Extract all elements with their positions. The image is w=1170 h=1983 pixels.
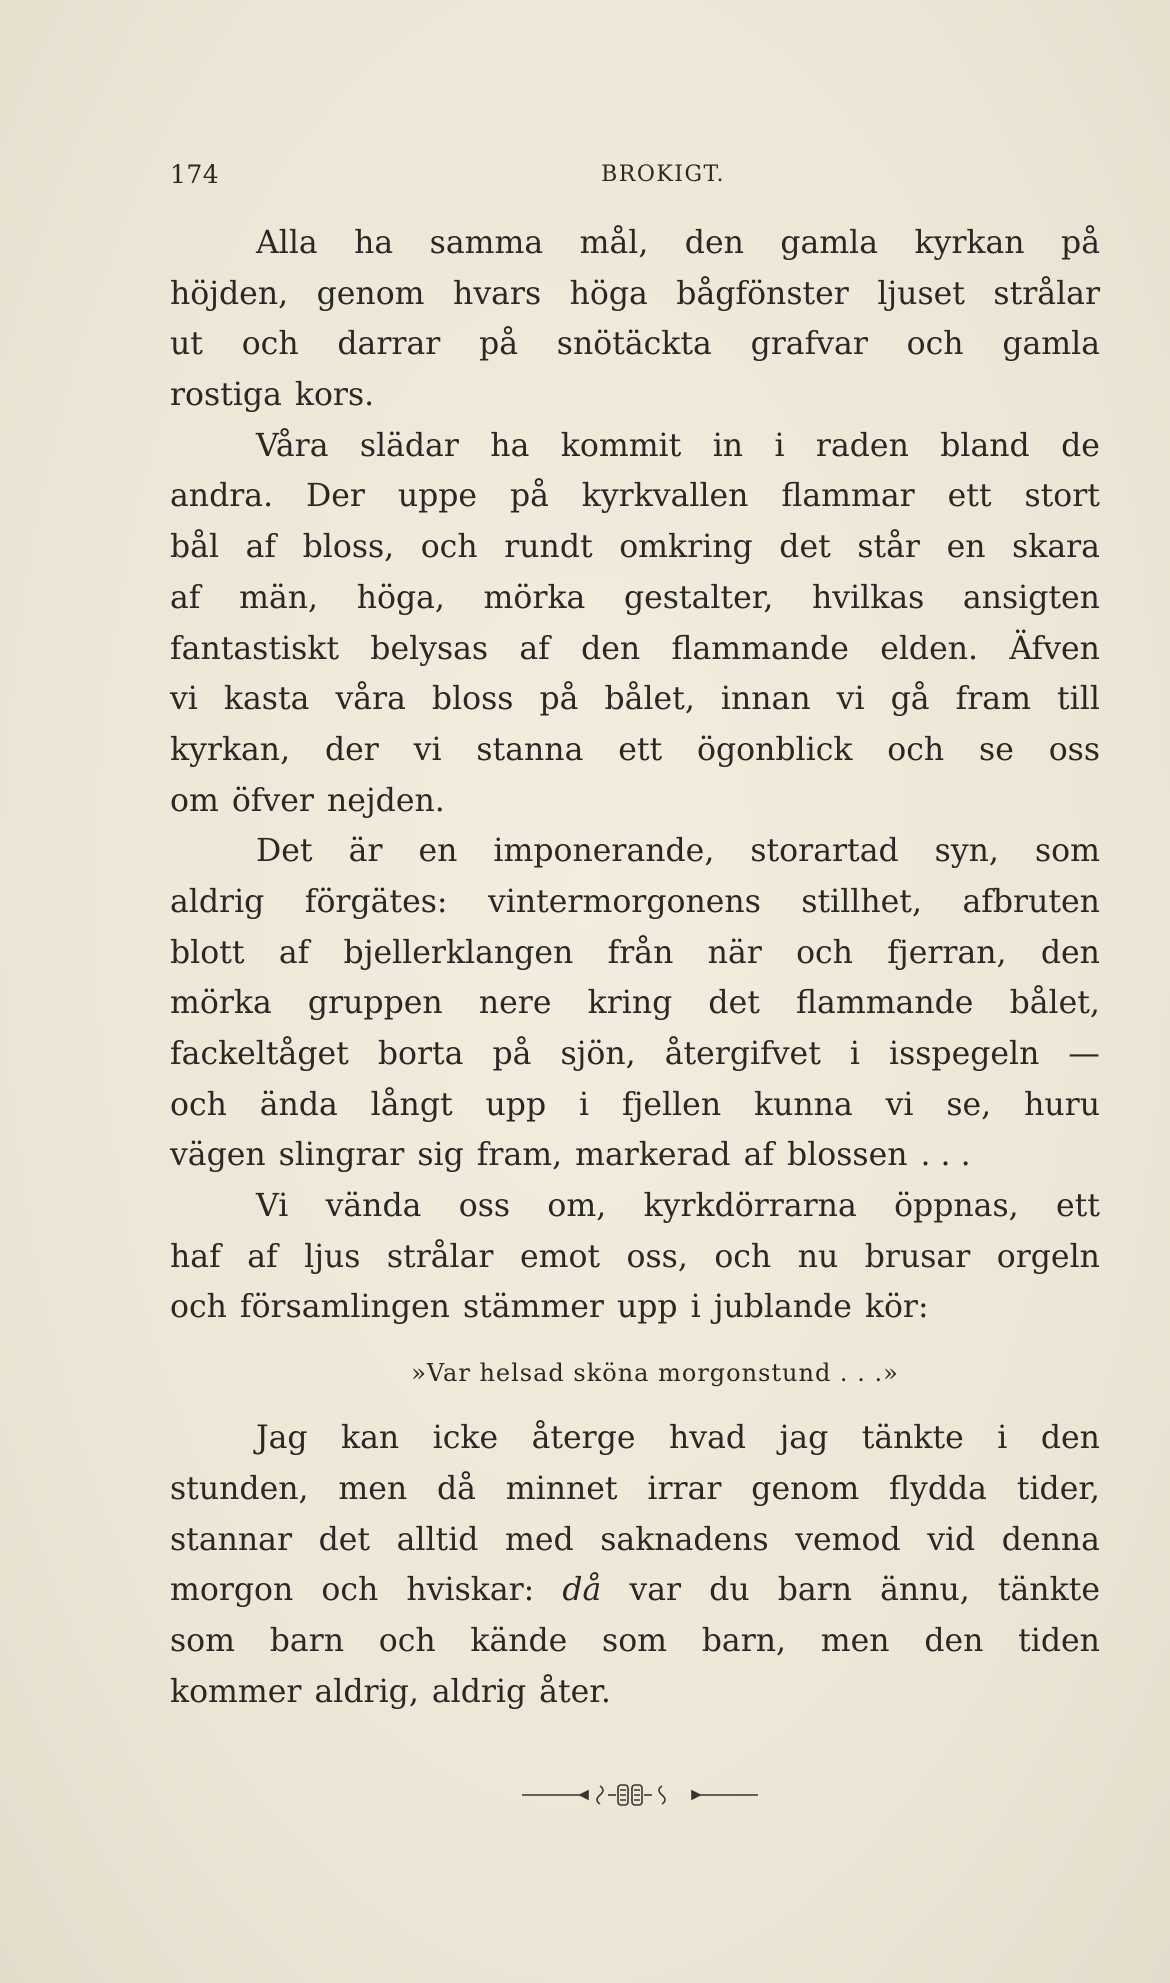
word: en xyxy=(418,833,458,870)
word: kyrkan, xyxy=(170,731,291,768)
word: fjerran, xyxy=(887,934,1007,971)
word: men xyxy=(820,1622,890,1659)
paragraph xyxy=(170,1181,1100,1333)
word: irrar xyxy=(647,1470,722,1507)
word: icke xyxy=(432,1420,499,1457)
word: rundt xyxy=(504,529,593,566)
word: var xyxy=(629,1572,682,1609)
word: kasta xyxy=(223,681,310,718)
word: innan xyxy=(720,681,811,718)
word: nejden. xyxy=(326,782,445,819)
word: markerad xyxy=(575,1137,731,1174)
word: huru xyxy=(1024,1086,1100,1123)
word: om xyxy=(170,782,219,819)
text-line xyxy=(170,522,1100,573)
word: barn xyxy=(269,1622,345,1659)
word: tänkte xyxy=(997,1572,1100,1609)
word: kände xyxy=(470,1622,568,1659)
text-line xyxy=(170,1667,1100,1718)
word: med xyxy=(505,1521,574,1558)
word: som xyxy=(170,1622,235,1659)
word: gamla xyxy=(1002,326,1100,363)
word: men xyxy=(338,1470,408,1507)
word: vi xyxy=(413,731,442,768)
word: af xyxy=(245,529,277,566)
word: höjden, xyxy=(170,275,289,312)
text-line xyxy=(170,218,1100,269)
word: och xyxy=(170,1289,227,1326)
word: Våra xyxy=(256,427,329,464)
word: slädar xyxy=(359,427,459,464)
word: kors. xyxy=(294,377,375,414)
word: den xyxy=(924,1622,984,1659)
word: på xyxy=(492,1036,532,1072)
word: kommit xyxy=(560,427,682,464)
word: och xyxy=(378,1622,436,1659)
word: gruppen xyxy=(307,985,443,1022)
word: darrar xyxy=(337,326,441,363)
word: bland xyxy=(940,427,1030,464)
word: åter. xyxy=(539,1673,611,1710)
word: strålar xyxy=(993,275,1100,312)
text-line xyxy=(170,1616,1100,1667)
word: flammande xyxy=(671,630,849,667)
word: vända xyxy=(325,1188,422,1225)
text-line xyxy=(170,1464,1100,1515)
word: och xyxy=(796,934,853,971)
word: borta xyxy=(377,1036,464,1072)
word: grafvar xyxy=(750,326,868,363)
word: elden. xyxy=(880,630,979,667)
word: Alla xyxy=(256,225,318,261)
word: oss xyxy=(458,1188,511,1225)
text-line xyxy=(170,624,1100,675)
word: nu xyxy=(797,1238,839,1275)
word: slingrar xyxy=(278,1137,405,1174)
word: återge xyxy=(531,1420,636,1457)
word: gå xyxy=(890,681,930,718)
word: ha xyxy=(490,427,530,464)
word: samma xyxy=(429,225,544,261)
word: ansigten xyxy=(962,579,1100,616)
word: från xyxy=(607,934,674,971)
text-line xyxy=(170,269,1100,320)
word: flammande xyxy=(796,985,974,1022)
paragraph xyxy=(170,218,1100,421)
word: fjellen xyxy=(621,1086,722,1123)
word: hvad xyxy=(669,1420,747,1457)
word: upp xyxy=(616,1289,678,1326)
word: vägen xyxy=(170,1137,266,1174)
word: andra. xyxy=(170,478,274,515)
word: snötäckta xyxy=(556,326,712,363)
word: hvilkas xyxy=(812,579,925,616)
word: rostiga xyxy=(170,377,282,414)
word: in xyxy=(712,427,744,464)
word: sjön, xyxy=(560,1036,636,1072)
page-number: 174 xyxy=(170,160,220,189)
word: vemod xyxy=(795,1521,901,1558)
word: afbruten xyxy=(962,883,1100,920)
word: omkring xyxy=(619,529,753,566)
word: belysas xyxy=(370,630,489,667)
word: genom xyxy=(751,1470,860,1507)
word: emot xyxy=(519,1238,601,1275)
word: höga xyxy=(569,275,648,312)
text-line xyxy=(170,573,1100,624)
word: på xyxy=(539,681,579,718)
word: och xyxy=(321,1572,379,1609)
word: mörka xyxy=(170,985,272,1022)
text-line xyxy=(170,978,1100,1029)
word: kyrkdörrarna xyxy=(643,1188,857,1225)
word: den xyxy=(1040,934,1100,971)
text-line xyxy=(170,776,1100,827)
word: af xyxy=(170,579,201,616)
word: det xyxy=(318,1521,371,1558)
word: i xyxy=(997,1420,1008,1457)
word: . . . xyxy=(920,1137,971,1174)
word: kyrkvallen xyxy=(581,478,749,515)
word: kör: xyxy=(864,1289,929,1326)
word: flydda xyxy=(889,1470,987,1507)
word: alltid xyxy=(396,1521,479,1558)
text-line xyxy=(170,725,1100,776)
word: i xyxy=(849,1036,860,1072)
word: blott xyxy=(170,934,245,971)
word: i xyxy=(579,1086,590,1123)
word: ljus xyxy=(304,1238,361,1275)
word: när xyxy=(707,934,762,971)
word: vi xyxy=(885,1086,914,1123)
word: höga, xyxy=(356,579,445,616)
word: på xyxy=(479,326,519,363)
word: ut xyxy=(170,326,203,363)
word: se xyxy=(979,731,1014,768)
body-text xyxy=(170,218,1100,1717)
word: och xyxy=(170,1086,227,1123)
word: aldrig xyxy=(170,883,265,920)
word: bålet, xyxy=(1009,985,1100,1022)
word: är xyxy=(348,833,383,870)
word: jag xyxy=(779,1420,829,1457)
word: ha xyxy=(354,225,394,261)
word: kyrkan xyxy=(914,225,1025,261)
word: kring xyxy=(587,985,673,1022)
word: ett xyxy=(618,731,663,768)
word: stort xyxy=(1024,478,1100,515)
word: oss, xyxy=(626,1238,688,1275)
word: en xyxy=(946,529,986,566)
word: haf xyxy=(170,1238,221,1275)
word: stämmer xyxy=(462,1289,604,1326)
word: och xyxy=(906,326,964,363)
word: — xyxy=(1068,1036,1100,1072)
word: der xyxy=(324,731,379,768)
word: raden xyxy=(815,427,909,464)
word: du xyxy=(709,1572,750,1609)
word: Äfven xyxy=(1009,630,1100,667)
text-line xyxy=(170,1130,1100,1181)
word: bålet, xyxy=(604,681,695,718)
word: ända xyxy=(259,1086,338,1123)
word: bågfönster xyxy=(676,275,849,312)
word: då xyxy=(436,1470,476,1507)
final-paragraph xyxy=(170,1413,1100,1717)
word: af xyxy=(519,630,550,667)
word: upp xyxy=(485,1086,547,1123)
paragraph xyxy=(170,421,1100,827)
word: återgifvet xyxy=(664,1036,821,1072)
quoted-hymn-line: »Var helsad sköna morgonstund . . .» xyxy=(411,1359,899,1388)
word: ett xyxy=(947,478,992,515)
word: fram xyxy=(955,681,1031,718)
word: imponerande, xyxy=(493,833,715,870)
word: vid xyxy=(927,1521,976,1558)
word: aldrig xyxy=(431,1673,527,1710)
text-line xyxy=(170,1232,1100,1283)
vignette-ornament-icon xyxy=(520,1780,760,1810)
word: församlingen xyxy=(239,1289,450,1326)
word: öppnas, xyxy=(894,1188,1019,1225)
word: den xyxy=(684,225,744,261)
word: och xyxy=(887,731,945,768)
word: i xyxy=(690,1289,701,1326)
word: jublande xyxy=(713,1289,852,1326)
word: i xyxy=(774,427,785,464)
word: tiden xyxy=(1018,1622,1100,1659)
word: förgätes: xyxy=(304,883,448,920)
word: fackeltåget xyxy=(170,1036,349,1072)
word: nere xyxy=(478,985,552,1022)
word: gamla xyxy=(780,225,879,261)
word: det xyxy=(708,985,760,1022)
word: våra xyxy=(335,681,406,718)
word: Det xyxy=(256,833,313,870)
word: orgeln xyxy=(996,1238,1100,1275)
word: kommer xyxy=(170,1673,302,1710)
word: barn xyxy=(777,1572,852,1609)
word: de xyxy=(1061,427,1100,464)
word: oss xyxy=(1048,731,1100,768)
text-line xyxy=(170,370,1100,421)
word: stanna xyxy=(476,731,584,768)
word: som xyxy=(602,1622,668,1659)
word: öfver xyxy=(231,782,314,819)
word: långt xyxy=(370,1086,453,1123)
word: ögonblick xyxy=(697,731,853,768)
word: kan xyxy=(341,1420,400,1457)
text-line xyxy=(170,674,1100,725)
word: stannar xyxy=(170,1521,293,1558)
paragraph xyxy=(170,826,1100,1181)
text-line xyxy=(170,928,1100,979)
word: ljuset xyxy=(877,275,965,312)
text-line xyxy=(170,877,1100,928)
word: brusar xyxy=(864,1238,971,1275)
word: stillhet, xyxy=(801,883,922,920)
word: står xyxy=(857,529,920,566)
text-line xyxy=(170,1413,1100,1464)
text-line xyxy=(170,1029,1100,1080)
text-line xyxy=(170,1515,1100,1566)
word: hvars xyxy=(453,275,542,312)
text-line xyxy=(170,319,1100,370)
word: se, xyxy=(946,1086,992,1123)
word: tänkte xyxy=(861,1420,964,1457)
word: stunden, xyxy=(170,1470,309,1507)
word: på xyxy=(1061,225,1100,261)
word: det xyxy=(779,529,831,566)
word: vi xyxy=(836,681,865,718)
text-line xyxy=(170,1565,1100,1616)
word: skara xyxy=(1012,529,1100,566)
word: bloss, xyxy=(302,529,395,566)
word: genom xyxy=(316,275,425,312)
word: sig xyxy=(417,1137,464,1174)
word: denna xyxy=(1001,1521,1100,1558)
word: gestalter, xyxy=(623,579,774,616)
word: storartad xyxy=(750,833,899,870)
word: af xyxy=(278,934,310,971)
text-line xyxy=(170,1181,1100,1232)
word: tider, xyxy=(1016,1470,1100,1507)
word: isspegeln xyxy=(889,1036,1040,1072)
word: strålar xyxy=(386,1238,494,1275)
word: bål xyxy=(170,529,220,566)
word: bloss xyxy=(431,681,514,718)
word: aldrig, xyxy=(314,1673,419,1710)
word: fantastiskt xyxy=(170,630,339,667)
word: af xyxy=(743,1137,775,1174)
word: män, xyxy=(239,579,319,616)
word: Vi xyxy=(256,1188,289,1225)
word: barn, xyxy=(701,1622,787,1659)
word: minnet xyxy=(505,1470,618,1507)
word: mål, xyxy=(579,225,649,261)
word: om, xyxy=(547,1188,607,1225)
word: på xyxy=(509,478,549,515)
word: till xyxy=(1057,681,1100,718)
word: mörka xyxy=(483,579,586,616)
word: ännu, xyxy=(880,1572,970,1609)
text-line xyxy=(170,471,1100,522)
text-line xyxy=(170,1282,1100,1333)
word: vi xyxy=(170,681,198,718)
word: då xyxy=(562,1572,602,1609)
text-line xyxy=(170,1080,1100,1131)
word: och xyxy=(714,1238,772,1275)
word: blossen xyxy=(787,1137,908,1174)
word: af xyxy=(247,1238,278,1275)
word: och xyxy=(241,326,299,363)
running-title: BROKIGT. xyxy=(601,162,725,187)
word: den xyxy=(1040,1420,1100,1457)
word: Jag xyxy=(256,1420,308,1457)
word: vintermorgonens xyxy=(487,883,761,920)
word: ett xyxy=(1055,1188,1100,1225)
word: och xyxy=(420,529,478,566)
word: kunna xyxy=(754,1086,853,1123)
word: Der xyxy=(305,478,365,515)
word: som xyxy=(1034,833,1100,870)
word: bjellerklangen xyxy=(343,934,574,971)
page-header xyxy=(170,160,725,200)
text-line xyxy=(170,826,1100,877)
text-line xyxy=(170,421,1100,472)
word: morgon xyxy=(170,1572,294,1609)
word: flammar xyxy=(781,478,915,515)
word: den xyxy=(581,630,641,667)
word: hviskar: xyxy=(406,1572,535,1609)
word: fram, xyxy=(476,1137,563,1174)
word: saknadens xyxy=(600,1521,769,1558)
word: uppe xyxy=(397,478,478,515)
word: syn, xyxy=(934,833,999,870)
